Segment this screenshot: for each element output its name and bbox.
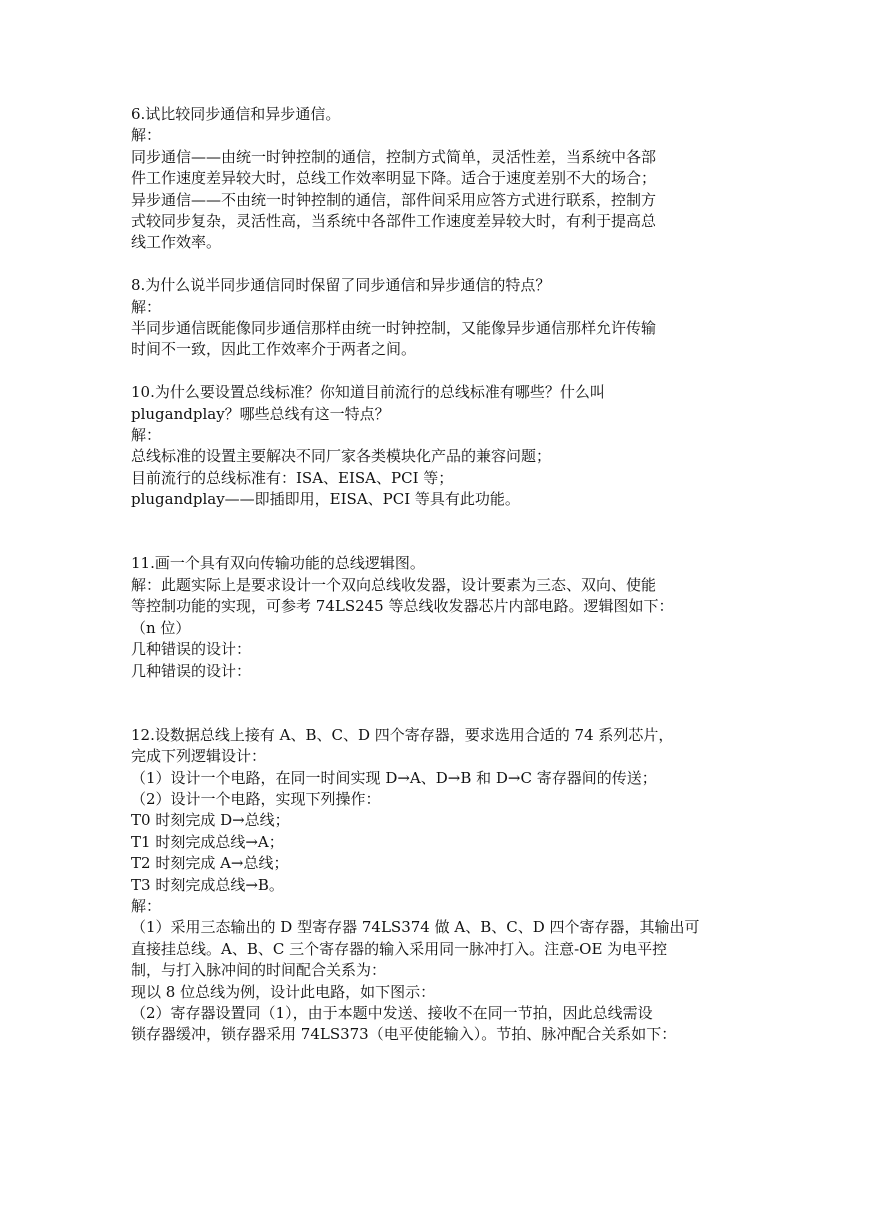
- question-11: [131, 553, 751, 681]
- answer-line: 几种错误的设计：: [131, 640, 252, 659]
- spacer: [131, 682, 751, 725]
- answer-line: T3 时刻完成总线→B。: [131, 875, 284, 894]
- answer-line: 式较同步复杂，灵活性高，当系统中各部件工作速度差异较大时，有利于提高总: [131, 212, 657, 231]
- question-title: plugandplay？哪些总线有这一特点？: [131, 404, 390, 423]
- answer-line: 锁存器缓冲，锁存器采用 74LS373（电平使能输入）。节拍、脉冲配合关系如下：: [131, 1025, 677, 1044]
- answer-line: （2）寄存器设置同（1），由于本题中发送、接收不在同一节拍，因此总线需设: [131, 1004, 653, 1022]
- answer-label: 解：: [131, 896, 162, 915]
- answer-line: 现以 8 位总线为例，设计此电路，如下图示：: [131, 982, 436, 1001]
- spacer: [131, 254, 751, 275]
- question-title: 6.试比较同步通信和异步通信。: [131, 105, 341, 123]
- answer-line: （1）采用三态输出的 D 型寄存器 74LS374 做 A、B、C、D 四个寄存器，其输出可: [131, 918, 700, 937]
- answer-line: 同步通信——由统一时钟控制的通信，控制方式简单，灵活性差，当系统中各部: [131, 147, 657, 166]
- question-title: 完成下列逻辑设计：: [131, 747, 267, 766]
- question-title: 8.为什么说半同步通信同时保留了同步通信和异步通信的特点？: [131, 276, 551, 295]
- answer-line: 直接挂总线。A、B、C 三个寄存器的输入采用同一脉冲打入。注意-OE 为电平控: [131, 939, 668, 958]
- spacer: [131, 511, 751, 554]
- answer-line: T0 时刻完成 D→总线；: [131, 811, 290, 830]
- answer-line: 几种错误的设计：: [131, 661, 252, 680]
- question-title: 12.设数据总线上接有 A、B、C、D 四个寄存器，要求选用合适的 74 系列芯片，: [131, 725, 674, 744]
- question-12: [131, 725, 751, 1046]
- answer-line: 半同步通信既能像同步通信那样由统一时钟控制，又能像异步通信那样允许传输: [131, 319, 657, 338]
- answer-line: 异步通信——不由统一时钟控制的通信，部件间采用应答方式进行联系，控制方: [131, 190, 657, 209]
- answer-label: 解：: [131, 126, 162, 145]
- answer-line: （n 位）: [131, 618, 191, 637]
- answer-line: 件工作速度差异较大时，总线工作效率明显下降。适合于速度差别不大的场合；: [131, 169, 657, 188]
- answer-line: plugandplay——即插即用，EISA、PCI 等具有此功能。: [131, 490, 520, 509]
- spacer: [131, 361, 751, 382]
- answer-line: T1 时刻完成总线→A；: [131, 832, 284, 851]
- answer-line: （1）设计一个电路，在同一时间实现 D→A、D→B 和 D→C 寄存器间的传送；: [131, 768, 657, 787]
- answer-line: 时间不一致，因此工作效率介于两者之间。: [131, 340, 417, 359]
- answer-line: 等控制功能的实现，可参考 74LS245 等总线收发器芯片内部电路。逻辑图如下：: [131, 597, 674, 616]
- answer-line: 总线标准的设置主要解决不同厂家各类模块化产品的兼容问题；: [131, 447, 552, 466]
- answer-line: 制，与打入脉冲间的时间配合关系为：: [131, 961, 387, 980]
- question-6: [131, 104, 751, 254]
- question-title: 11.画一个具有双向传输功能的总线逻辑图。: [131, 554, 425, 573]
- answer-line: （2）设计一个电路，实现下列操作：: [131, 789, 381, 808]
- question-title: 10.为什么要设置总线标准？你知道目前流行的总线标准有哪些？什么叫: [131, 383, 605, 402]
- question-8: [131, 275, 751, 361]
- answer-line: 目前流行的总线标准有：ISA、EISA、PCI 等；: [131, 468, 454, 487]
- answer-line: T2 时刻完成 A→总线；: [131, 854, 289, 873]
- answer-label: 解：: [131, 297, 162, 316]
- question-10: [131, 382, 751, 510]
- answer-line: 解：此题实际上是要求设计一个双向总线收发器，设计要素为三态、双向、使能: [131, 575, 657, 594]
- document-page: [131, 104, 751, 1046]
- answer-label: 解：: [131, 426, 162, 445]
- answer-line: 线工作效率。: [131, 233, 222, 252]
